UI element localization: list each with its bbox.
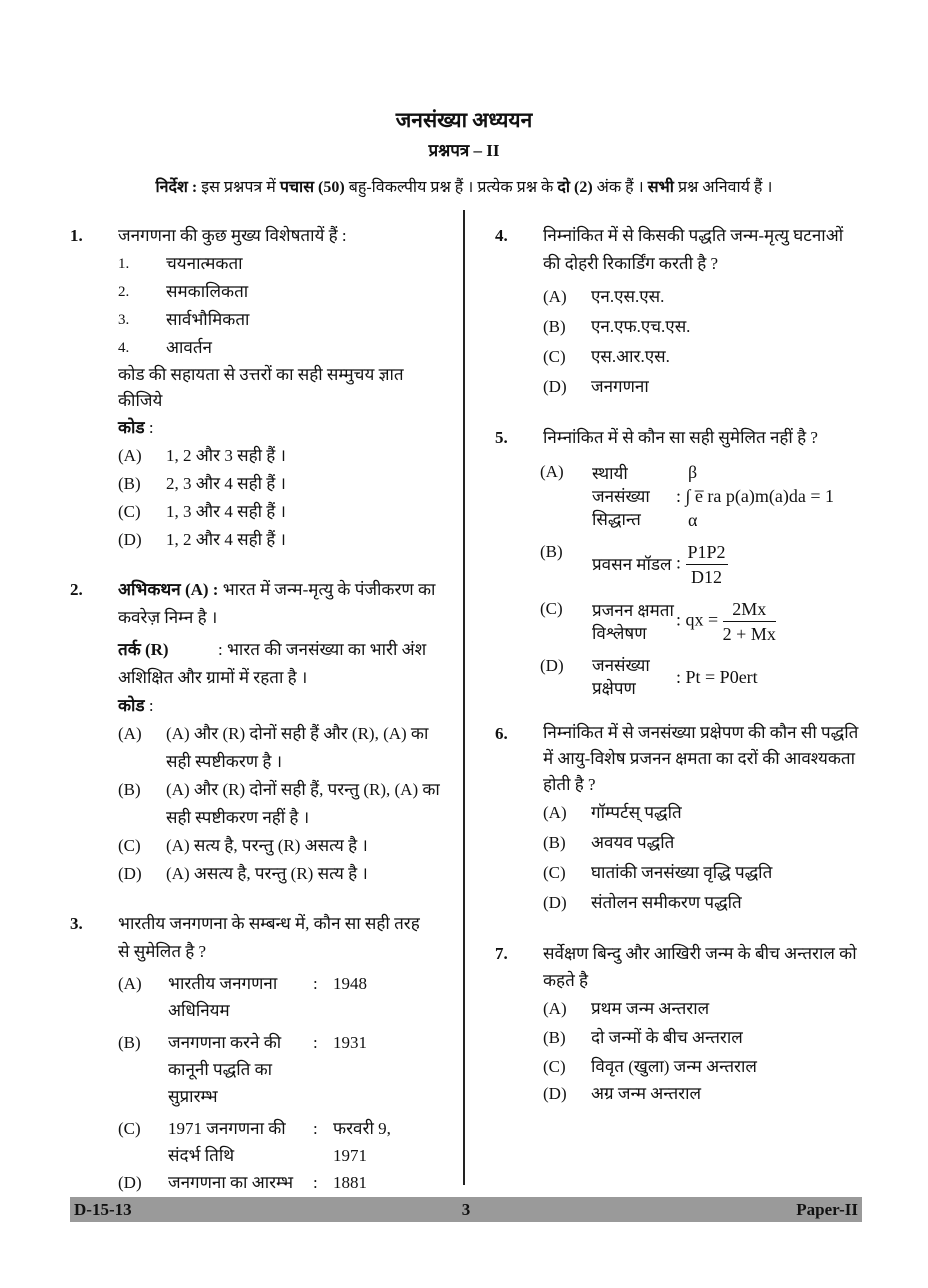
- option-a[interactable]: (A) एन.एस.एस.: [543, 287, 665, 306]
- option-d[interactable]: (D) जनगणना का आरम्भ : 1881: [118, 1173, 367, 1192]
- option-c[interactable]: (C) विवृत (खुला) जन्म अन्तराल: [543, 1057, 757, 1076]
- option-d[interactable]: (D) संतोलन समीकरण पद्धति: [543, 893, 742, 912]
- question-7: 7. सर्वेक्षण बिन्दु और आखिरी जन्म के बीच अन्तराल को कहते है (A) प्रथम जन्म अन्तराल (B) दो जन्मों के बीच अन्तराल (C) विवृत (खुला) जन्म अन्तराल (D) अग्र जन्म अन्तराल: [495, 940, 860, 1107]
- option-b[interactable]: (B) 2, 3 और 4 सही हैं ।: [118, 474, 286, 493]
- option-c[interactable]: (C) एस.आर.एस.: [543, 347, 670, 366]
- option-b[interactable]: (B) जनगणना करने की कानूनी पद्धति का सुप्रारम्भ : 1931: [118, 1033, 367, 1106]
- option-a[interactable]: (A) स्थायी जनसंख्या सिद्धान्त β : ∫ e̅ ra p(a)m(a)da = 1 α: [540, 462, 835, 530]
- question-1: 1. जनगणना की कुछ मुख्य विशेषतायें हैं : 1. चयनात्मकता 2. समकालिकता 3. सार्वभौमिकता 4. आवर्तन कोड की सहायता से उत्तरों का सही सम्मुचय ज्ञात कीजिये कोड : (A) 1, 2 और 3 सही हैं । (B) 2, 3 और 4 सही हैं । (C) 1, 3 और 4 सही हैं । (D) 1, 2 और 4 सही हैं ।: [70, 222, 450, 554]
- question-2: 2. अभिकथन (A) : भारत में जन्म-मृत्यु के पंजीकरण का कवरेज़ निम्न है । तर्क (R) : भारत की जनसंख्या का भारी अंश अशिक्षित और ग्रामों में रहता है । कोड : (A) (A) और (R) दोनों सही हैं और (R), (A) का सही स्पष्टीकरण है । (B) (A) और (R) दोनों सही हैं, परन्तु (R), (A) का सही स्पष्टीकरण नहीं है । (C) (A) सत्य है, परन्तु (R) असत्य है । (D) (A) असत्य है, परन्तु (R) सत्य है ।: [70, 576, 450, 888]
- paper-code: D-15-13: [74, 1200, 132, 1219]
- option-a[interactable]: (A) (A) और (R) दोनों सही हैं और (R), (A) का सही स्पष्टीकरण है ।: [118, 724, 429, 771]
- option-c[interactable]: (C) प्रजनन क्षमता विश्लेषण : qx = $\frac{2Mx}{2 + Mx}$: [540, 599, 776, 644]
- instructions: निर्देश : इस प्रश्नपत्र में पचास (50) बहु-विकल्पीय प्रश्न हैं । प्रत्येक प्रश्न के दो (2) अंक हैं । सभी प्रश्न अनिवार्य हैं ।: [155, 179, 773, 196]
- paper-subtitle: प्रश्नपत्र – II: [428, 141, 500, 160]
- page-title: जनसंख्या अध्ययन: [395, 108, 533, 132]
- page-footer: [70, 1197, 862, 1222]
- question-6: 6. निम्नांकित में से जनसंख्या प्रक्षेपण की कौन सी पद्धति में आयु-विशेष प्रजनन क्षमता का दरों की आवश्यकता होती है ? (A) गॉम्पर्टस् पद्धति (B) अवयव पद्धति (C) घातांकी जनसंख्या वृद्धि पद्धति (D) संतोलन समीकरण पद्धति: [495, 720, 860, 918]
- option-c[interactable]: (C) घातांकी जनसंख्या वृद्धि पद्धति: [543, 863, 773, 882]
- option-b[interactable]: (B) एन.एफ.एच.एस.: [543, 317, 691, 336]
- match-table: [118, 970, 403, 1196]
- question-4: 4. निम्नांकित में से किसकी पद्धति जन्म-मृत्यु घटनाओं की दोहरी रिकार्डिंग करती है ? (A) एन.एस.एस. (B) एन.एफ.एच.एस. (C) एस.आर.एस. (D) जनगणना: [495, 222, 860, 402]
- option-d[interactable]: (D) (A) असत्य है, परन्तु (R) सत्य है ।: [118, 864, 368, 883]
- option-a[interactable]: (A) 1, 2 और 3 सही हैं ।: [118, 446, 286, 465]
- option-d[interactable]: (D) जनसंख्या प्रक्षेपण : Pt = P0ert: [540, 656, 758, 698]
- option-c[interactable]: (C) 1971 जनगणना की संदर्भ तिथि : फरवरी 9, 1971: [118, 1119, 391, 1165]
- left-column: [70, 222, 450, 1196]
- option-a[interactable]: (A) गॉम्पर्टस् पद्धति: [543, 803, 682, 822]
- option-b[interactable]: (B) (A) और (R) दोनों सही हैं, परन्तु (R), (A) का सही स्पष्टीकरण नहीं है ।: [118, 780, 440, 827]
- option-d[interactable]: (D) अग्र जन्म अन्तराल: [543, 1084, 702, 1103]
- option-c[interactable]: (C) (A) सत्य है, परन्तु (R) असत्य है ।: [118, 836, 368, 855]
- right-column: [495, 222, 860, 1107]
- option-b[interactable]: (B) प्रवसन मॉडल : $\frac{P1P2}{D12}$: [540, 542, 726, 587]
- column-divider: [463, 210, 465, 1185]
- page-number: 3: [461, 1200, 471, 1219]
- paper-label: Paper-II: [796, 1200, 858, 1219]
- question-3: 3. भारतीय जनगणना के सम्बन्ध में, कौन सा सही तरह से सुमेलित है ? (A) भारतीय जनगणना अधिनियम : 1948 (B) जनगणना करने की कानूनी पद्धति का सुप्रारम्भ : 1931 (C) 1971 जनगणना की संदर्भ तिथि : फरवरी 9, 1971 (D) जनगणना का आरम्भ : 1881: [70, 910, 450, 1196]
- option-b[interactable]: (B) दो जन्मों के बीच अन्तराल: [543, 1028, 743, 1047]
- question-5: 5. निम्नांकित में से कौन सा सही सुमेलित नहीं है ? (A) स्थायी जनसंख्या सिद्धान्त β : ∫ e̅ ra p(a)m(a)da = 1 α (B) प्रवसन मॉडल : $\frac{P1P2}{D12}$ (C) प्रजनन क्षमता विश्लेषण : qx = $\frac{2Mx}{2 + Mx}$ (D) जनसंख्या प्रक्षेपण : Pt = P0ert: [495, 424, 860, 700]
- option-b[interactable]: (B) अवयव पद्धति: [543, 833, 675, 852]
- option-c[interactable]: (C) 1, 3 और 4 सही हैं ।: [118, 502, 286, 521]
- option-d[interactable]: (D) जनगणना: [543, 377, 649, 396]
- option-a[interactable]: (A) प्रथम जन्म अन्तराल: [543, 999, 710, 1018]
- option-a[interactable]: (A) भारतीय जनगणना अधिनियम : 1948: [118, 974, 367, 1020]
- option-d[interactable]: (D) 1, 2 और 4 सही हैं ।: [118, 530, 286, 549]
